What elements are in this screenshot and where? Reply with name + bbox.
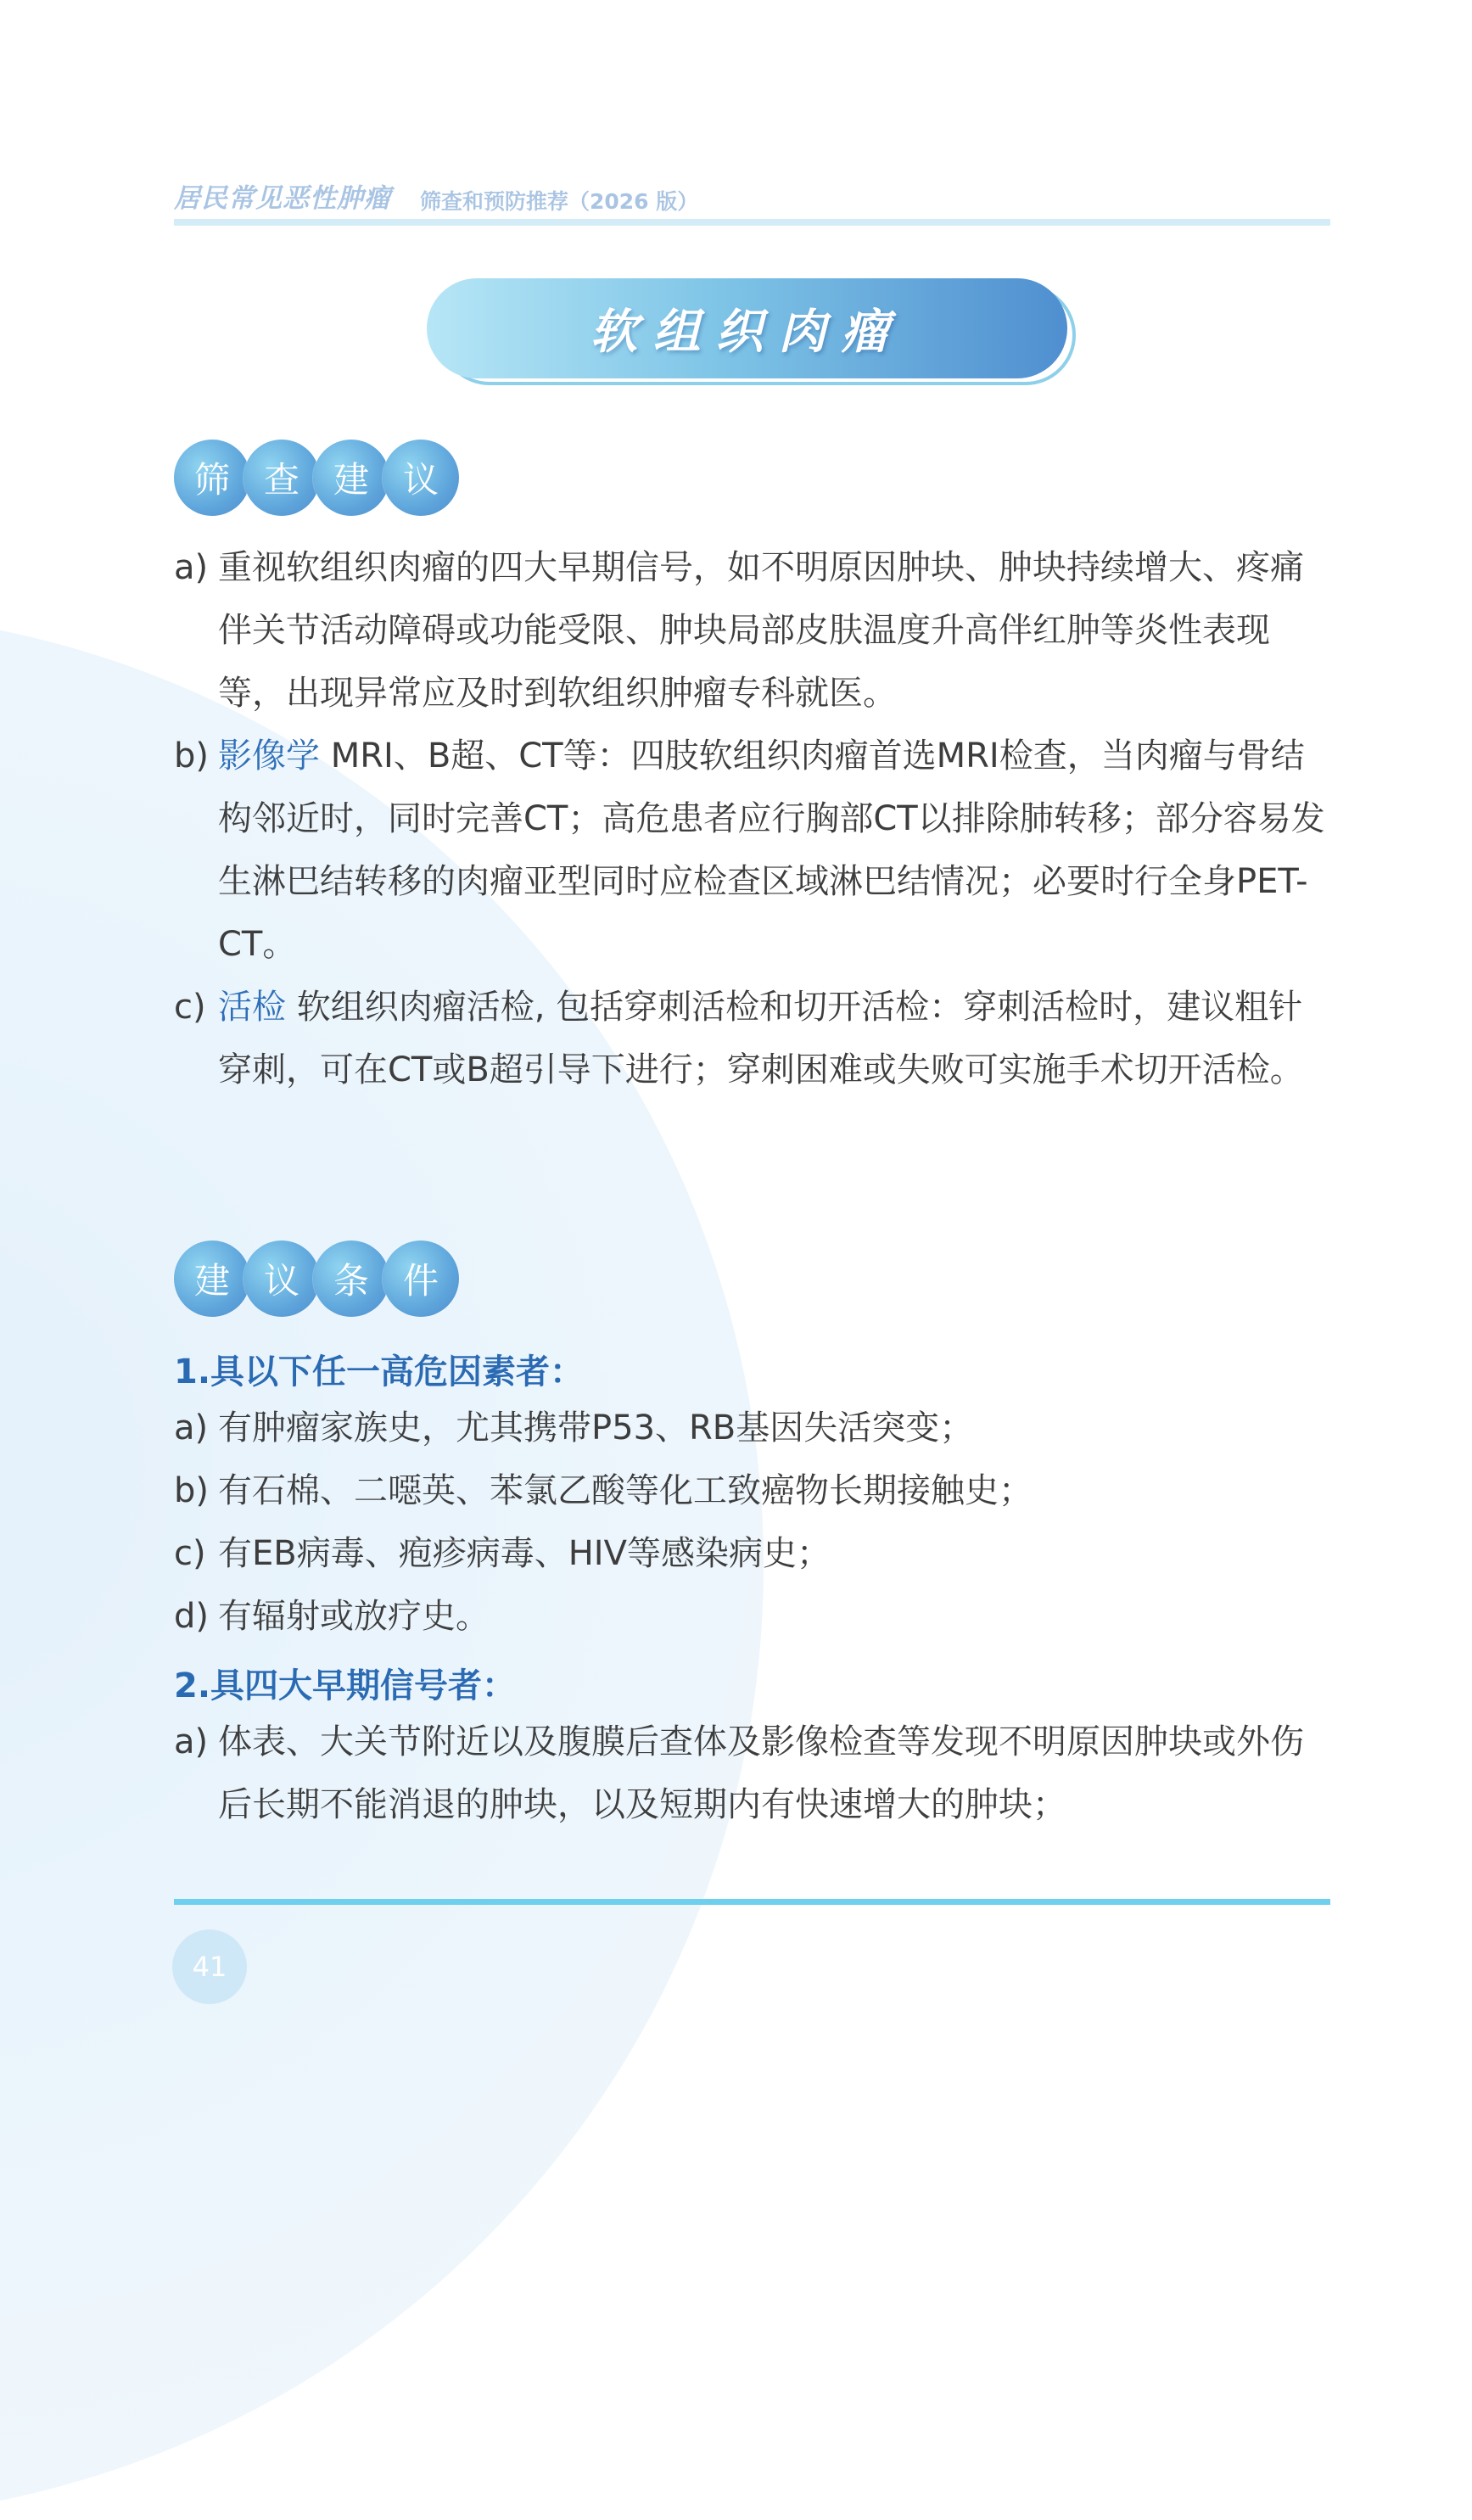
item-label: b) xyxy=(174,736,209,776)
item-keyword: 影像学 xyxy=(218,736,320,776)
title-banner xyxy=(427,278,1067,378)
page-number: 41 xyxy=(172,1929,247,2004)
heading-char: 筛 xyxy=(174,440,250,516)
section-conditions-heading xyxy=(174,1240,452,1317)
item-text: 有辐射或放疗史。 xyxy=(218,1597,490,1636)
header-series-title: 居民常见恶性肿瘤 xyxy=(174,183,391,214)
section-screening-heading xyxy=(174,440,452,516)
item-text: 有石棉、二噁英、苯氯乙酸等化工致癌物长期接触史； xyxy=(218,1471,1033,1510)
screening-item-c xyxy=(174,976,1336,1101)
header-divider xyxy=(174,219,1330,226)
early-signals-heading: 2.具四大早期信号者： xyxy=(174,1666,517,1705)
item-text: MRI、B超、CT等：四肢软组织肉瘤首选MRI检查，当肉瘤与骨结构邻近时，同时完善CT；高危患者应行胸部CT以排除肺转移；部分容易发生淋巴结转移的肉瘤亚型同时应检查区域淋巴结情况；必要时行全身PET-CT。 xyxy=(218,736,1325,964)
risk-item-d xyxy=(174,1585,1336,1648)
risk-factors-heading: 1.具以下任一高危因素者： xyxy=(174,1352,585,1392)
screening-item-b xyxy=(174,725,1336,976)
page-title: 软组织肉瘤 xyxy=(590,305,904,360)
item-label: a) xyxy=(174,548,209,587)
item-label: d) xyxy=(174,1597,209,1636)
screening-item-a xyxy=(174,536,1336,725)
item-label: a) xyxy=(174,1408,209,1448)
heading-char: 建 xyxy=(313,440,389,516)
heading-char: 议 xyxy=(383,440,459,516)
item-keyword: 活检 xyxy=(218,988,286,1027)
heading-char: 议 xyxy=(243,1240,320,1317)
heading-char: 查 xyxy=(243,440,320,516)
risk-item-a xyxy=(174,1397,1336,1459)
risk-item-b xyxy=(174,1459,1336,1522)
risk-item-c xyxy=(174,1522,1336,1585)
item-label: c) xyxy=(174,1534,206,1573)
item-text: 软组织肉瘤活检, 包括穿刺活检和切开活检：穿刺活检时，建议粗针穿刺，可在CT或B超引导下进行；穿刺困难或失败可实施手术切开活检。 xyxy=(218,988,1304,1089)
item-label: b) xyxy=(174,1471,209,1510)
signal-item-a xyxy=(174,1711,1336,1836)
item-text: 有EB病毒、疱疹病毒、HIV等感染病史； xyxy=(218,1534,831,1573)
item-text: 有肿瘤家族史，尤其携带P53、RB基因失活突变； xyxy=(218,1408,974,1448)
footer-divider xyxy=(174,1899,1330,1905)
item-label: c) xyxy=(174,988,206,1027)
heading-char: 建 xyxy=(174,1240,250,1317)
header-subtitle: 筛查和预防推荐（2026 版） xyxy=(420,189,699,214)
item-label: a) xyxy=(174,1722,209,1761)
heading-char: 条 xyxy=(313,1240,389,1317)
item-text: 重视软组织肉瘤的四大早期信号，如不明原因肿块、肿块持续增大、疼痛伴关节活动障碍或功能受限、肿块局部皮肤温度升高伴红肿等炎性表现等，出现异常应及时到软组织肿瘤专科就医。 xyxy=(218,548,1304,713)
item-text: 体表、大关节附近以及腹膜后查体及影像检查等发现不明原因肿块或外伤后长期不能消退的肿块，以及短期内有快速增大的肿块； xyxy=(218,1722,1304,1824)
heading-char: 件 xyxy=(383,1240,459,1317)
